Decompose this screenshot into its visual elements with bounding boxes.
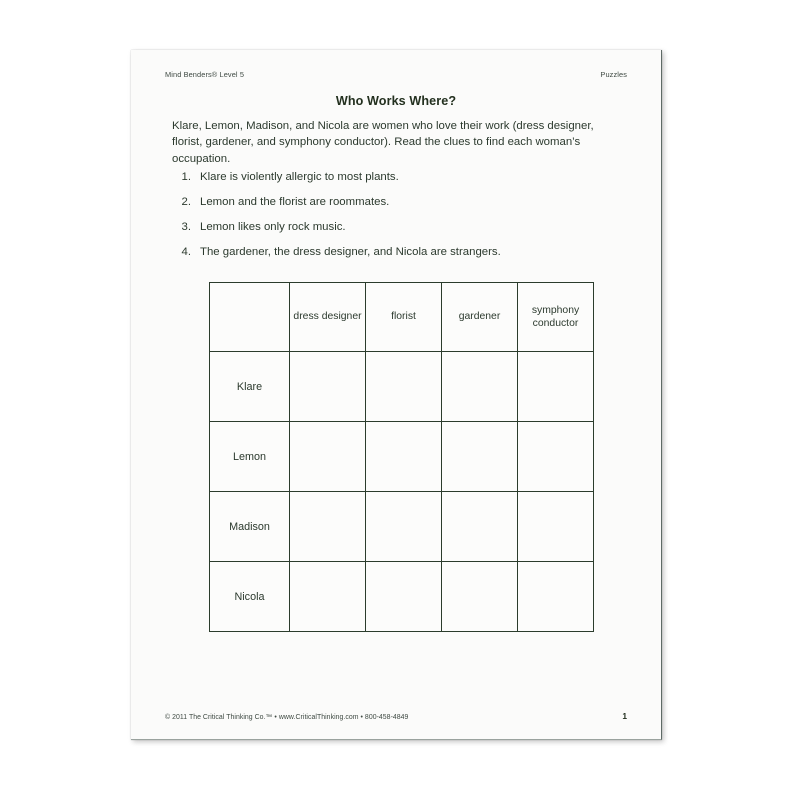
grid-column-header-gardener: gardener bbox=[442, 283, 518, 352]
grid-cell-lemon-gardener[interactable] bbox=[442, 422, 518, 492]
grid-row-madison bbox=[210, 492, 594, 562]
running-head-right: Puzzles bbox=[600, 70, 627, 79]
grid-row-header-klare: Klare bbox=[210, 352, 290, 422]
grid-cell-klare-florist[interactable] bbox=[366, 352, 442, 422]
copyright-notice: © 2011 The Critical Thinking Co.™ • www.CriticalThinking.com • 800-458-4849 bbox=[165, 714, 409, 721]
worksheet-page bbox=[131, 50, 662, 740]
logic-grid bbox=[209, 282, 594, 632]
grid-cell-nicola-gardener[interactable] bbox=[442, 562, 518, 632]
page-footer bbox=[165, 711, 627, 721]
clue-item bbox=[172, 195, 612, 209]
grid-column-header-symphony-conductor: symphony conductor bbox=[518, 283, 594, 352]
grid-cell-klare-gardener[interactable] bbox=[442, 352, 518, 422]
grid-cell-lemon-symphony-conductor[interactable] bbox=[518, 422, 594, 492]
grid-row-header-nicola: Nicola bbox=[210, 562, 290, 632]
grid-cell-madison-dress-designer[interactable] bbox=[290, 492, 366, 562]
clue-text: Lemon likes only rock music. bbox=[200, 221, 346, 233]
logic-grid-wrapper bbox=[209, 282, 594, 632]
page-number: 1 bbox=[622, 711, 627, 721]
grid-cell-madison-florist[interactable] bbox=[366, 492, 442, 562]
page-content bbox=[131, 50, 661, 739]
clue-text: Lemon and the florist are roommates. bbox=[200, 196, 390, 208]
clue-number: 2. bbox=[181, 196, 191, 208]
running-head-left: Mind Benders® Level 5 bbox=[165, 70, 245, 79]
clue-number: 1. bbox=[181, 171, 191, 183]
grid-cell-nicola-dress-designer[interactable] bbox=[290, 562, 366, 632]
page-title: Who Works Where? bbox=[335, 94, 457, 108]
clue-text: The gardener, the dress designer, and Nicola are strangers. bbox=[200, 246, 501, 258]
grid-row-klare bbox=[210, 352, 594, 422]
grid-cell-nicola-florist[interactable] bbox=[366, 562, 442, 632]
clue-number: 4. bbox=[181, 246, 191, 258]
grid-column-header-florist: florist bbox=[366, 283, 442, 352]
grid-row-lemon bbox=[210, 422, 594, 492]
clue-number: 3. bbox=[181, 221, 191, 233]
grid-cell-lemon-dress-designer[interactable] bbox=[290, 422, 366, 492]
clue-item bbox=[172, 245, 612, 259]
grid-corner-blank bbox=[210, 283, 290, 352]
grid-cell-klare-dress-designer[interactable] bbox=[290, 352, 366, 422]
grid-row-header-lemon: Lemon bbox=[210, 422, 290, 492]
clue-item bbox=[172, 170, 612, 184]
clue-item bbox=[172, 220, 612, 234]
intro-paragraph: Klare, Lemon, Madison, and Nicola are women who love their work (dress designer, florist, gardener, and symphony conductor). Read the clues to find each woman’s occupation. bbox=[172, 120, 594, 165]
clue-list bbox=[172, 170, 612, 270]
clue-text: Klare is violently allergic to most plants. bbox=[200, 171, 399, 183]
grid-cell-klare-symphony-conductor[interactable] bbox=[518, 352, 594, 422]
grid-header-row bbox=[210, 283, 594, 352]
grid-cell-madison-gardener[interactable] bbox=[442, 492, 518, 562]
grid-column-header-dress-designer: dress designer bbox=[290, 283, 366, 352]
grid-row-nicola bbox=[210, 562, 594, 632]
grid-cell-lemon-florist[interactable] bbox=[366, 422, 442, 492]
grid-cell-nicola-symphony-conductor[interactable] bbox=[518, 562, 594, 632]
running-head bbox=[165, 70, 627, 82]
grid-cell-madison-symphony-conductor[interactable] bbox=[518, 492, 594, 562]
grid-row-header-madison: Madison bbox=[210, 492, 290, 562]
